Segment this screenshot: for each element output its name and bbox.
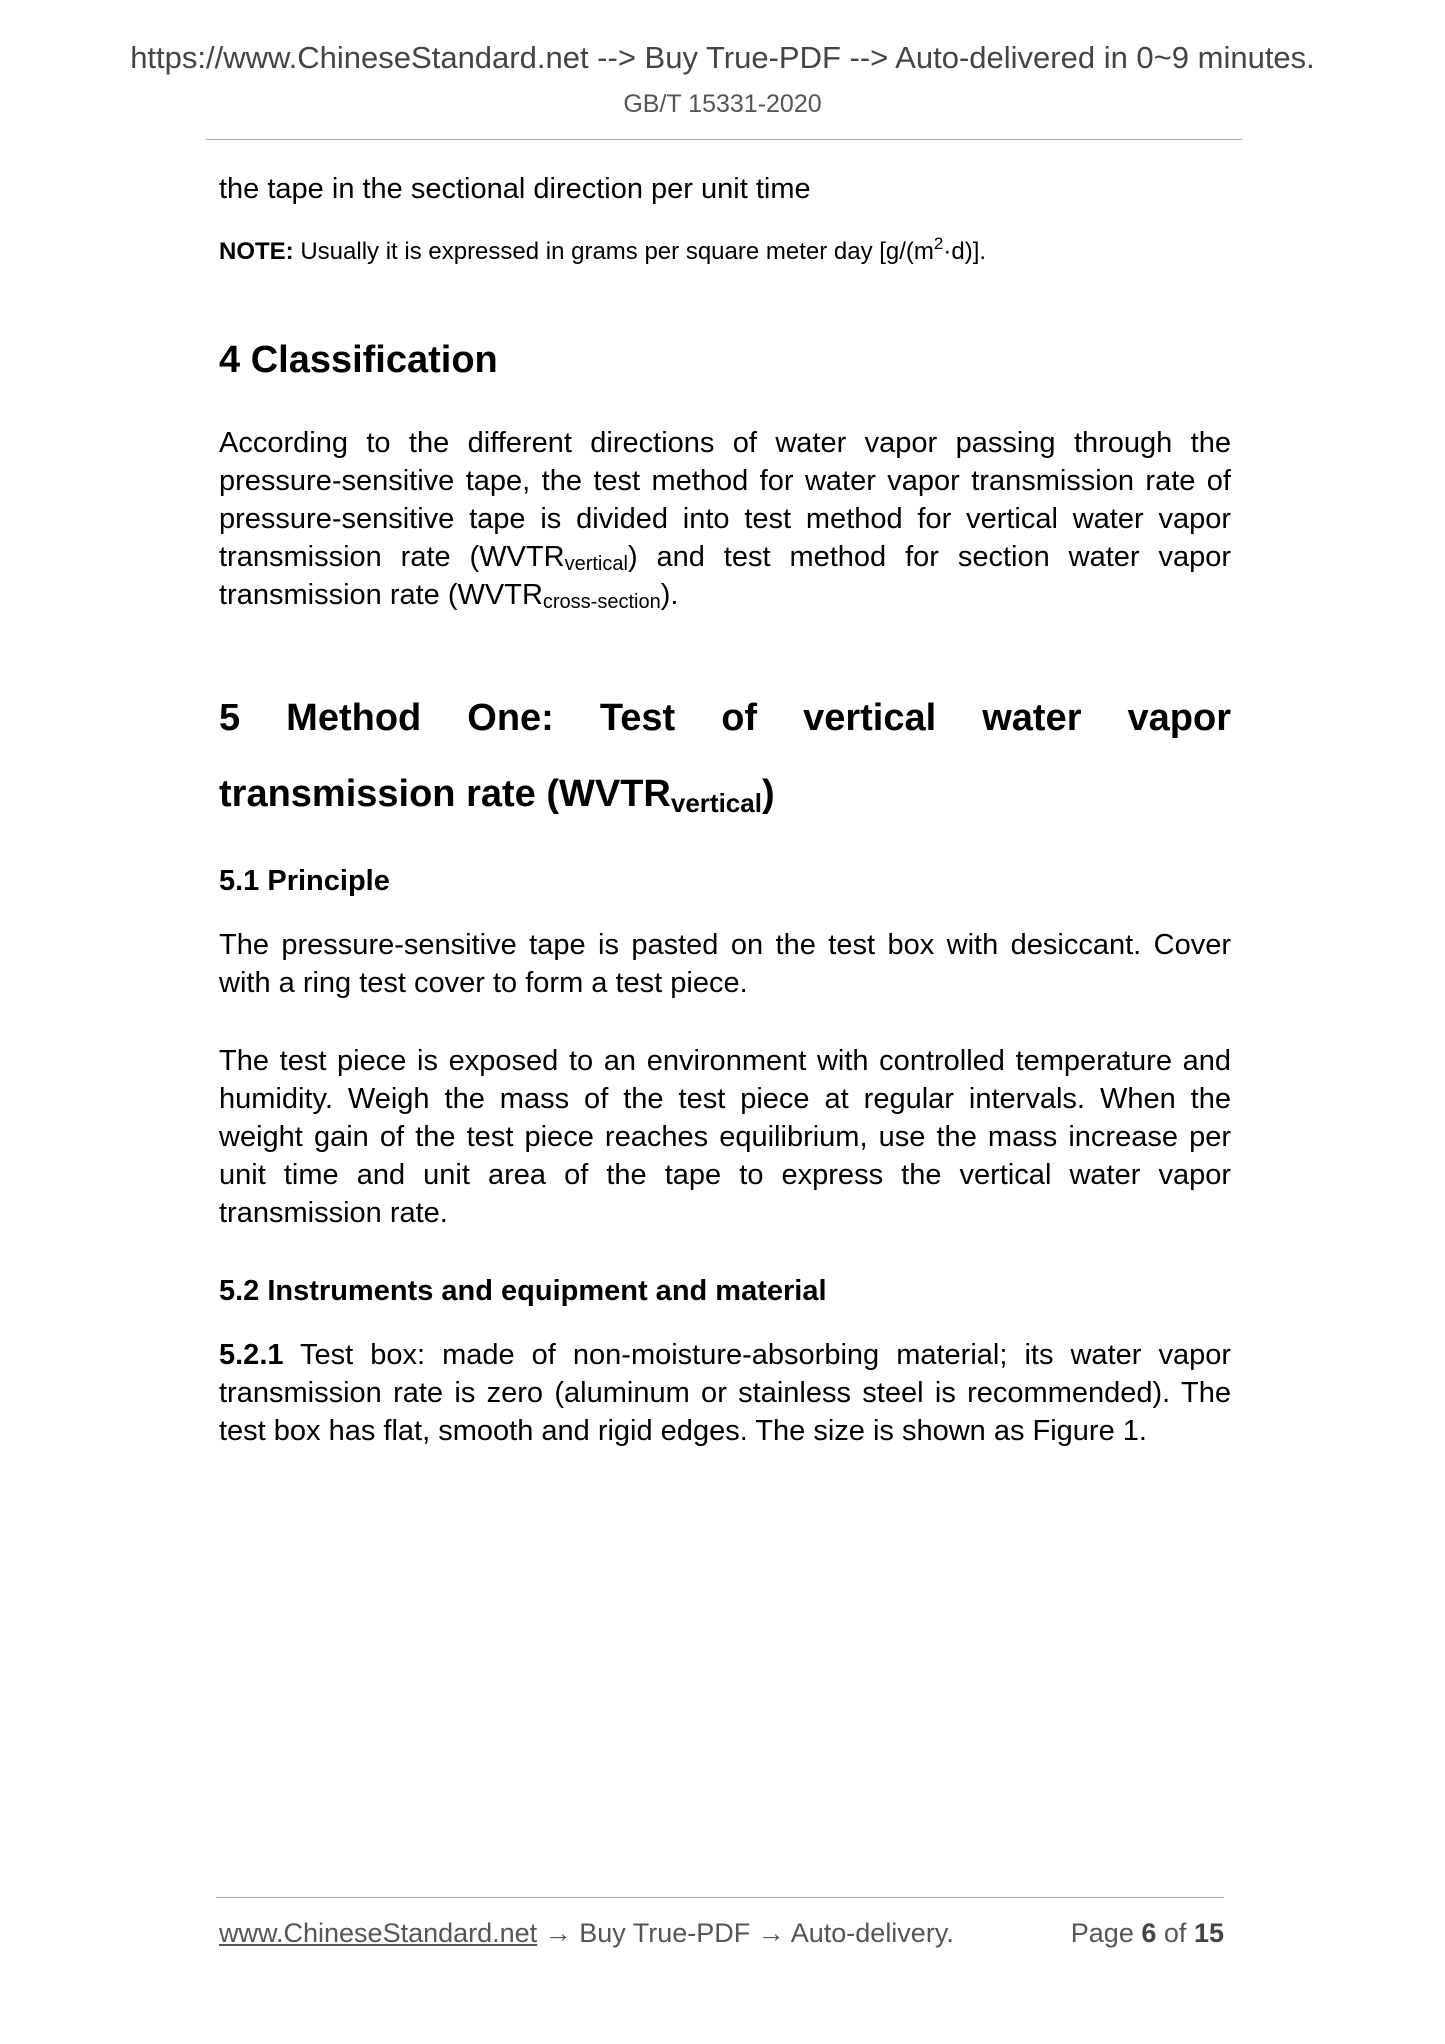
principle-paragraph-1: The pressure-sensitive tape is pasted on the test box with desiccant. Cover with a ring test cover to form a test piece. [219,929,1231,999]
header-divider [206,139,1242,140]
footer-links-text: → Buy True-PDF → Auto-delivery. [537,1918,954,1948]
classification-paragraph: According to the different directions of water vapor passing through the pressure-sensitive tape, the test method for water vapor transmission rate of pressure-sensitive tape is divided into test method for vertical water vapor transmission rate $(WVTR_{vertical})$ and test method for section water vapor transmission rate $(WVTR_{cross-section})$. [219,427,1231,613]
site-link[interactable]: www.ChineseStandard.net [219,1918,538,1948]
note-text-a: Usually it is expressed in grams per square meter day [g/(m [293,238,934,265]
footer-divider [216,1897,1224,1898]
current-page: 6 [1141,1918,1157,1948]
note-text-b: ·d)]. [943,238,987,265]
title-subscript-vertical: vertical [670,788,762,818]
item-number: 5.2.1 [219,1339,284,1371]
section-5-title-line1: 5 Method One: Test of vertical water vapor [219,697,1231,739]
continuation-text: the tape in the sectional direction per unit time [219,173,811,205]
page-indicator: Page 6 of 15 [1070,1918,1224,1948]
top-banner: https://www.ChineseStandard.net --> Buy True-PDF --> Auto-delivered in 0~9 minutes. [130,40,1315,75]
subscript-cross-section: cross-section [542,591,661,613]
footer-links [219,1918,954,1949]
note [219,236,1231,268]
subscript-vertical: vertical [564,553,628,575]
item-text: Test box: made of non-moisture-absorbing material; its water vapor transmission rate is zero (aluminum or stainless steel is recommended). The test box has flat, smooth and rigid edges. The size is shown as Figure 1. [219,1339,1231,1447]
standard-code: GB/T 15331-2020 [623,90,822,118]
item-5-2-1 [219,1336,1231,1450]
section-5-2-title: 5.2 Instruments and equipment and material [219,1275,827,1307]
section-5-1-title: 5.1 Principle [219,865,390,897]
section-5-title-line2: transmission rate (WVTRvertical) [219,773,775,818]
note-label: NOTE: [219,238,294,265]
principle-paragraph-2: The test piece is exposed to an environment with controlled temperature and humidity. Weigh the mass of the test piece at regular intervals. When the weight gain of the test piece reaches equilibrium, use the mass increase per unit time and unit area of the tape to express the vertical water vapor transmission rate. [219,1045,1231,1229]
section-5-title [219,680,1231,832]
total-pages: 15 [1193,1918,1224,1948]
document-body [219,170,1231,1490]
note-superscript: 2 [933,234,944,253]
section-4-title: 4 Classification [219,339,498,381]
